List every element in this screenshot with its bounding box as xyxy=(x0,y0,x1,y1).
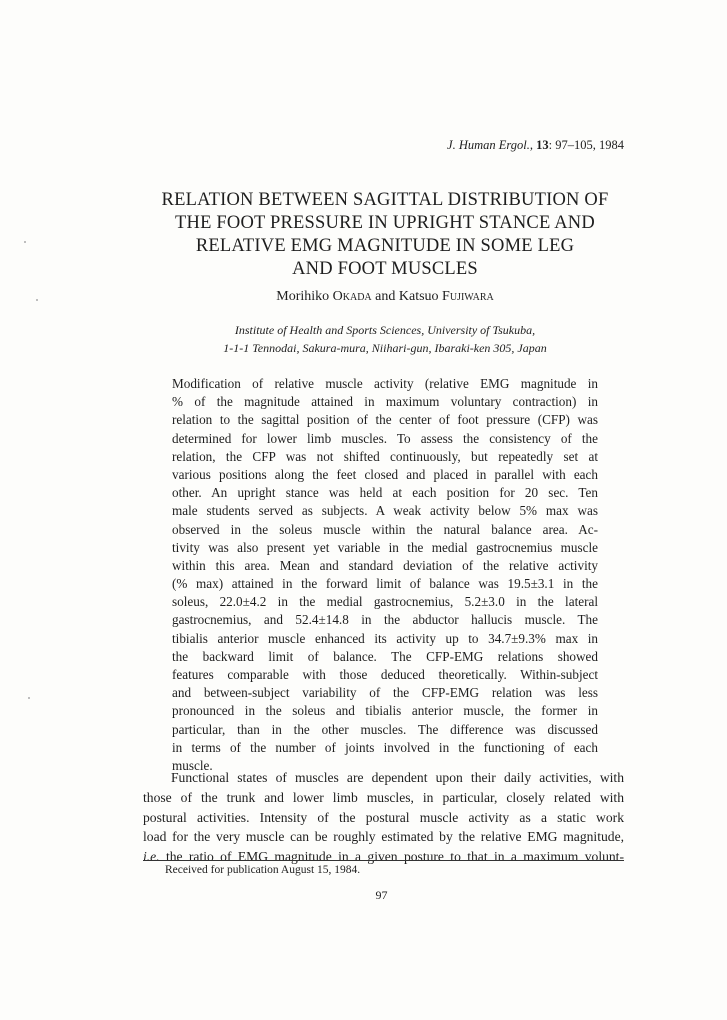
author-line xyxy=(120,289,650,305)
abstract-line: tivity was also present yet variable in the medial gastrocnemius muscle xyxy=(172,539,598,555)
abstract-line: in terms of the number of joints involved in the functioning of each xyxy=(172,739,598,755)
abstract-line: other. An upright stance was held at each position for 20 sec. Ten xyxy=(172,485,598,501)
abstract-line: (% max) attained in the forward limit of balance was 19.5±3.1 in the xyxy=(172,576,598,592)
affiliation-line: 1-1-1 Tennodai, Sakura-mura, Niihari-gun, Ibaraki-ken 305, Japan xyxy=(223,341,547,355)
abstract-line: relation, the CFP was not shifted continuously, but repeatedly set at xyxy=(172,448,598,464)
body-line: those of the trunk and lower limb muscles, in particular, closely related with xyxy=(143,789,624,805)
affiliation-line: Institute of Health and Sports Sciences, University of Tsukuba, xyxy=(234,323,536,337)
author2-given-name: Katsuo xyxy=(398,289,439,304)
footnote-rule xyxy=(143,860,624,861)
abstract-line: Modification of relative muscle activity (relative EMG magnitude in xyxy=(172,376,598,391)
scan-speck xyxy=(28,697,30,699)
title-line: RELATIVE EMG MAGNITUDE IN SOME LEG xyxy=(195,236,575,256)
body-line: postural activities. Intensity of the postural muscle activity as a static work xyxy=(143,809,624,825)
body-ie: i.e. xyxy=(143,849,160,865)
title-line: RELATION BETWEEN SAGITTAL DISTRIBUTION OF xyxy=(161,190,609,210)
abstract-line: determined for lower limb muscles. To assess the consistency of the xyxy=(172,430,598,446)
scan-speck xyxy=(24,241,26,243)
page-number: 97 xyxy=(375,888,388,902)
abstract-line: particular, than in the other muscles. The difference was discussed xyxy=(172,721,598,737)
abstract-line: muscle. xyxy=(172,757,213,773)
scan-speck xyxy=(36,299,38,301)
abstract-line: the backward limit of balance. The CFP-EMG relations showed xyxy=(172,648,598,664)
abstract-line: male students served as subjects. A weak activity below 5% max was xyxy=(172,503,598,519)
abstract-line: and between-subject variability of the CFP-EMG relation was less xyxy=(172,685,598,701)
author1-family-name: Okada xyxy=(332,289,372,304)
abstract-line: relation to the sagittal position of the center of foot pressure (CFP) was xyxy=(172,412,598,428)
journal-pages-year: : 97–105, 1984 xyxy=(548,138,624,152)
abstract-line: soleus, 22.0±4.2 in the medial gastrocnemius, 5.2±3.0 in the lateral xyxy=(172,594,598,610)
abstract-line: various positions along the feet closed and placed in parallel with each xyxy=(172,466,598,482)
body-line-rest: the ratio of EMG magnitude in a given posture to that in a maximum volunt- xyxy=(159,849,624,865)
author1-given-name: Morihiko xyxy=(276,289,330,304)
article-title xyxy=(120,189,650,281)
abstract-line: gastrocnemius, and 52.4±14.8 in the abductor hallucis muscle. The xyxy=(172,612,598,628)
journal-citation xyxy=(447,138,624,153)
author2-family-name: Fujiwara xyxy=(442,289,494,304)
abstract-line: tibialis anterior muscle enhanced its activity up to 34.7±9.3% max in xyxy=(172,630,598,646)
abstract-line: pronounced in the soleus and tibialis anterior muscle, the former in xyxy=(172,703,598,719)
journal-name: J. Human Ergol., xyxy=(447,138,534,152)
title-line: THE FOOT PRESSURE IN UPRIGHT STANCE AND xyxy=(175,213,595,233)
journal-volume: 13 xyxy=(536,138,549,152)
abstract-line: within this area. Mean and standard deviation of the relative activity xyxy=(172,557,598,573)
abstract-line: features comparable with those deduced theoretically. Within-subject xyxy=(172,667,598,682)
abstract-line: observed in the soleus muscle within the natural balance area. Ac- xyxy=(172,521,598,537)
body-text xyxy=(143,768,624,867)
footnote: Received for publication August 15, 1984. xyxy=(165,864,361,876)
body-line: Functional states of muscles are dependent upon their daily activities, with xyxy=(171,770,624,785)
affiliation xyxy=(120,321,650,357)
author-conjunction: and xyxy=(375,289,396,304)
abstract xyxy=(172,375,598,775)
abstract-line: % of the magnitude attained in maximum voluntary contraction) in xyxy=(172,394,598,410)
body-line: load for the very muscle can be roughly estimated by the relative EMG magnitude, xyxy=(143,829,624,845)
title-line: AND FOOT MUSCLES xyxy=(292,259,478,279)
